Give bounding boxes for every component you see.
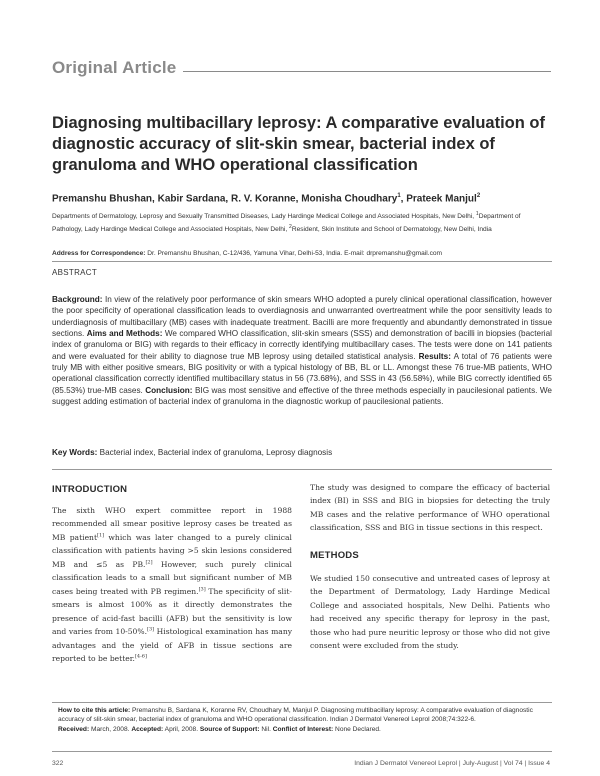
intro-text: The sixth WHO expert committee report in 1988 recommended all smear positive leprosy cases be treated as MB patient	[52, 506, 292, 542]
accepted-value: April, 2008.	[163, 725, 200, 733]
citation-ref: [2]	[145, 559, 153, 566]
intro-text: Histological examination has many advantages and the yield of AFB in tissue sections are reported to be better.	[52, 627, 292, 663]
author-name: Monisha Choudhary	[301, 193, 398, 205]
accepted-label: Accepted:	[131, 725, 164, 733]
introduction-heading: INTRODUCTION	[52, 484, 128, 495]
abstract-divider	[52, 261, 552, 262]
author-list: Premanshu Bhushan, Kabir Sardana, R. V. Koranne, Monisha Choudhary$^1$, Prateek Manjul$^2$	[52, 193, 481, 205]
author-affil-marker: 2	[476, 193, 481, 199]
intro-text: which was later changed to a purely clinical classification with patients having >5 skin lesions considered MB and ≤5 as PB.	[52, 532, 292, 569]
author-name: R. V. Koranne	[230, 193, 296, 205]
affiliations	[52, 209, 552, 236]
conflict-value: None Declared.	[333, 725, 381, 733]
keywords-label: Key Words:	[52, 448, 98, 457]
abstract-aims-text: We compared WHO classification, slit-skin smears (SSS) and demonstration of bacilli in biopsies (bacterial index of granuloma or BIG) with regards to their efficacy in correctly identifying multibacillary cases. The tests were done on 141 patients and were evaluated for their ability to diagnose true MB leprosy using detailed statistical analysis.	[52, 329, 552, 361]
correspondence	[52, 250, 552, 257]
author-affil-marker: 1	[397, 193, 401, 199]
author-name: Premanshu Bhushan	[52, 193, 153, 205]
article-title: Diagnosing multibacillary leprosy: A comparative evaluation of diagnostic accuracy of slit-skin smear, bacterial index of granuloma and WHO operational classification	[52, 114, 545, 174]
abstract-conclusion-text: BIG was most sensitive and effective of the three methods especially in paucilesional patients. We suggest adding estimation of bacterial index of granuloma in the diagnostic workup of paucilesional patients.	[52, 385, 552, 407]
citation-box	[52, 702, 552, 752]
citation-label: How to cite this article:	[58, 707, 131, 714]
page-number: 322	[52, 760, 64, 767]
received-line	[58, 725, 546, 734]
section-label: Original Article	[52, 58, 177, 77]
abstract-conclusion-label: Conclusion:	[145, 385, 193, 395]
correspondence-text: Dr. Premanshu Bhushan, C-12/436, Yamuna Vihar, Delhi-53, India. E-mail: drpremanshu@gmail.com	[145, 250, 443, 257]
citation-ref: [3]	[198, 586, 206, 593]
methods-body: We studied 150 consecutive and untreated cases of leprosy at the Department of Dermatology, Lady Hardinge Medical College and associated hospitals, New Delhi. Patients who had received any specific therapy for leprosy in the past, those who had pure neuritic leprosy or those who did not give consent were excluded from the study.	[310, 574, 550, 651]
introduction-continued: The study was designed to compare the efficacy of bacterial index (BI) in SSS and BIG in biopsies for detecting the truly MB cases and the relative performance of WHO operational classification, SSS and BIG in tissue sections in this respect.	[310, 483, 550, 533]
abstract-heading: ABSTRACT	[52, 268, 98, 277]
journal-footer: Indian J Dermatol Venereol Leprol | July-August | Vol 74 | Issue 4	[354, 760, 550, 767]
methods-heading: METHODS	[310, 550, 359, 561]
citation-ref: [3]	[147, 626, 155, 633]
affiliation-text: Resident, Skin Institute and School of Dermatology, New Delhi, India	[291, 226, 492, 234]
citation-text: Premanshu B, Sardana K, Koranne RV, Choudhary M, Manjul P. Diagnosing multibacillary leprosy: A comparative evaluation of diagnostic accuracy of slit-skin smear, bacterial index of granuloma and WHO operational classification. Indian J Dermatol Venereol Leprol 2008;74:322-6.	[58, 707, 533, 724]
abstract-results-text: A total of 76 patients were truly MB with either positive smears, BIG positivity or with a typical histology of BB, BL or LL. Amongst these 76 true-MB patients, WHO operational classification correctly identified multibacillary status in 56 (73.68%), and SSS in 43 (56.58%), while BIG correctly identified 65 (85.53%) true-MB cases.	[52, 351, 552, 395]
citation-ref: [4-6]	[134, 653, 147, 660]
abstract-background-text: In view of the relatively poor performance of skin smears WHO adopted a purely clinical operational classification, however the poor specificity of operational classification leads to overdiagnosis and unwarranted overtreatment while the poor sensitivity leads to underdiagnosis of multibacillary (MB) cases with inadequate treatment. Bacilli are more frequently and abundantly demonstrated in tissue sections.	[52, 295, 552, 339]
introduction-body	[52, 504, 292, 665]
section-rule	[183, 71, 551, 72]
received-value: March, 2008.	[89, 725, 132, 733]
affiliation-marker: 2	[289, 224, 292, 231]
abstract-results-label: Results:	[418, 351, 451, 361]
keywords-divider	[52, 469, 552, 470]
affiliation-text: Departments of Dermatology, Leprosy and Sexually Transmitted Diseases, Lady Hardinge Medical College and Associated Hospitals, New Delhi,	[52, 213, 476, 221]
affiliation-marker: 1	[475, 211, 479, 217]
abstract-background-label: Background:	[52, 295, 103, 304]
citation-line	[58, 706, 546, 725]
correspondence-label: Address for Correspondence:	[52, 250, 146, 257]
abstract-aims-label: Aims and Methods:	[86, 329, 163, 339]
support-label: Source of Support:	[199, 725, 260, 733]
support-value: Nil.	[259, 725, 273, 733]
keywords	[52, 448, 552, 457]
intro-text: The specificity of slit-smears is almost 100% as it directly demonstrates the presence of acid-fast bacilli (AFB) but the sensitivity is low and varies from 10-50%.	[52, 586, 292, 637]
abstract-body	[52, 294, 552, 407]
citation-ref: [1]	[97, 532, 105, 539]
author-name: Kabir Sardana	[157, 193, 226, 205]
conflict-label: Conflict of Interest:	[272, 725, 334, 733]
author-name: Prateek Manjul	[406, 193, 477, 205]
affiliation-text: Department of Pathology, Lady Hardinge Medical College and Associated Hospitals, New Delhi,	[52, 213, 521, 234]
intro-text: However, such purely clinical classification leads to a small but significant number of MB cases being treated with PB regimen.	[52, 559, 292, 596]
received-label: Received:	[58, 725, 90, 733]
keywords-text: Bacterial index, Bacterial index of granuloma, Leprosy diagnosis	[97, 448, 333, 457]
